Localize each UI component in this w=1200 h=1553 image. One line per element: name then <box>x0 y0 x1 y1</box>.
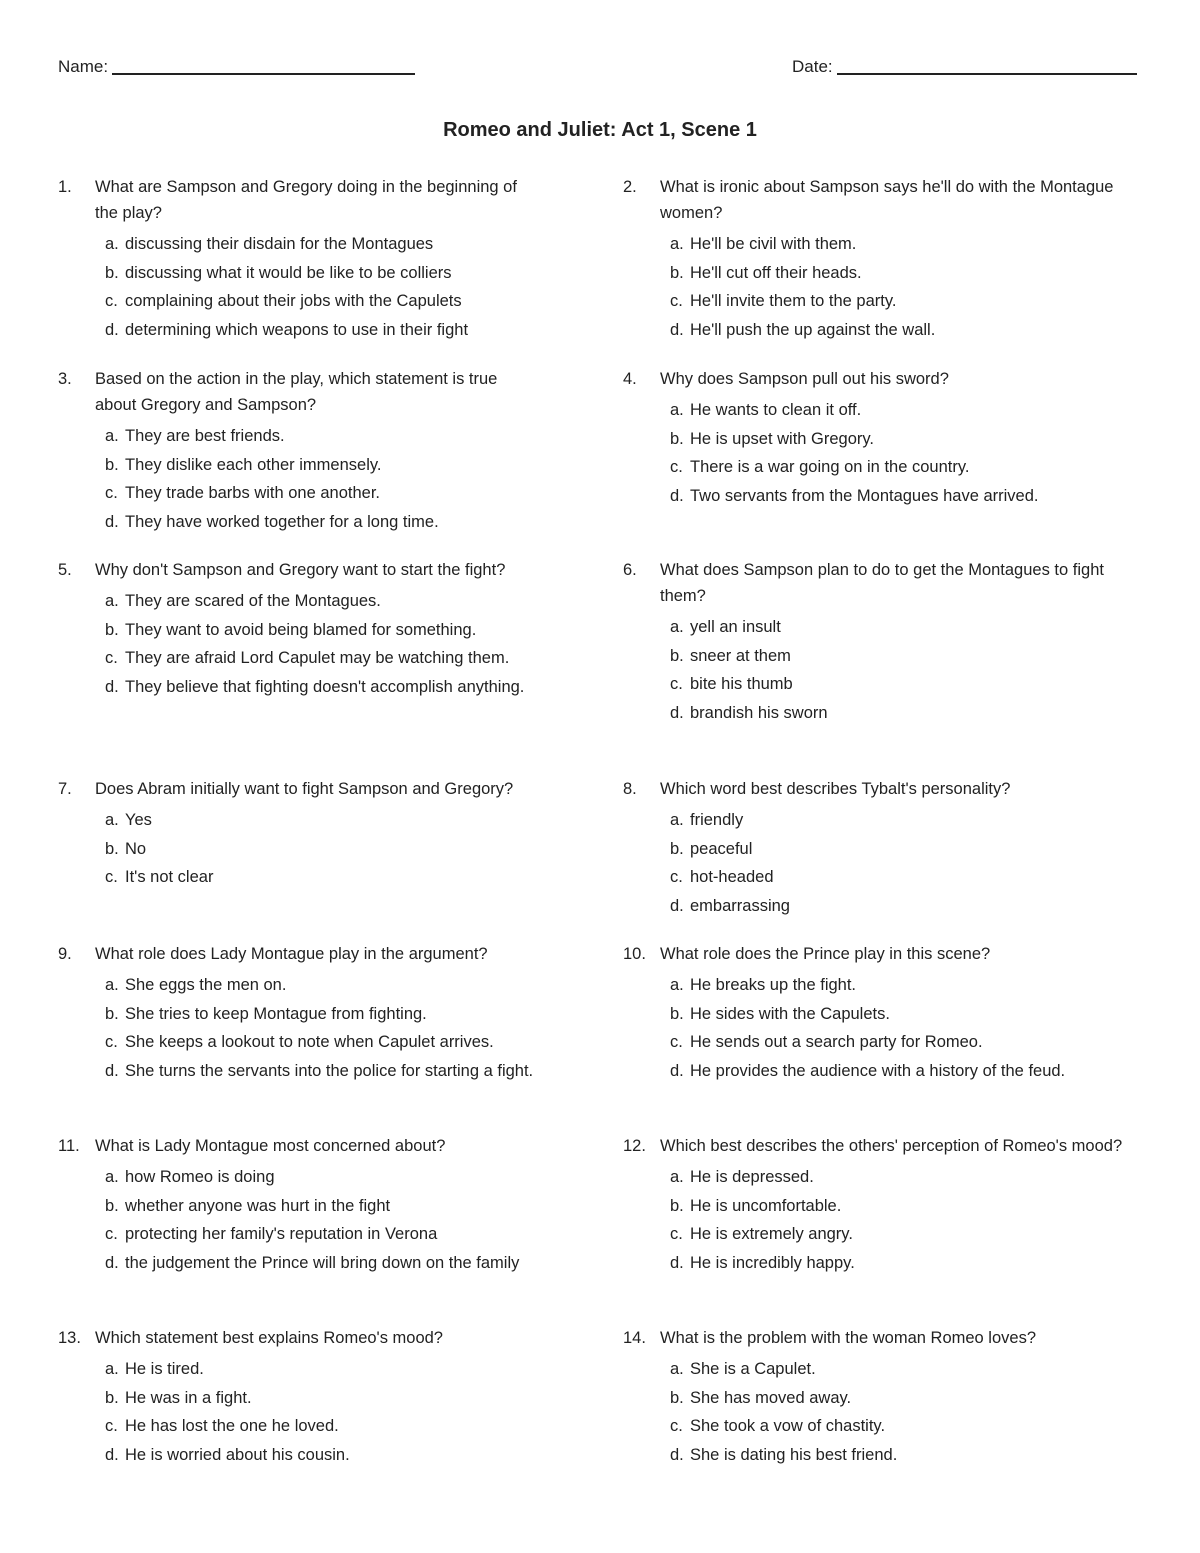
answer-option[interactable] <box>670 1001 1123 1028</box>
option-text: brandish his sworn <box>690 703 828 722</box>
answer-options <box>623 231 1123 343</box>
option-text: bite his thumb <box>690 675 793 693</box>
question-number: 12. <box>623 1137 646 1155</box>
answer-option[interactable] <box>670 260 1123 287</box>
option-letter: d. <box>670 1445 684 1464</box>
question-number: 10. <box>623 945 646 963</box>
option-letter: c. <box>670 868 683 886</box>
answer-option[interactable] <box>670 836 1123 863</box>
answer-options <box>58 588 538 700</box>
answer-option[interactable] <box>670 643 1123 670</box>
option-text: They are best friends. <box>125 427 285 445</box>
question-text: What is the problem with the woman Romeo loves? <box>660 1329 1037 1347</box>
question-prompt <box>58 1325 538 1351</box>
option-text: No <box>125 839 147 858</box>
answer-option[interactable] <box>670 397 1123 424</box>
question-number: 9. <box>58 945 72 963</box>
option-text: They believe that fighting doesn't accomplish anything. <box>125 677 525 696</box>
option-text: She eggs the men on. <box>125 976 287 994</box>
answer-option[interactable] <box>670 671 1123 698</box>
question-text: Which statement best explains Romeo's mood? <box>95 1329 443 1347</box>
option-text: She keeps a lookout to note when Capulet arrives. <box>125 1033 494 1051</box>
option-text: He is upset with Gregory. <box>690 429 875 448</box>
option-text: He is tired. <box>125 1360 204 1378</box>
answer-option[interactable] <box>105 1001 538 1028</box>
option-text: complaining about their jobs with the Capulets <box>125 292 462 310</box>
answer-option[interactable] <box>670 317 1123 344</box>
question-number: 2. <box>623 178 637 196</box>
option-letter: b. <box>105 1004 119 1023</box>
option-letter: a. <box>670 618 684 636</box>
answer-option[interactable] <box>105 1413 538 1440</box>
answer-options <box>623 807 1123 919</box>
option-text: They want to avoid being blamed for something. <box>125 620 477 639</box>
answer-options <box>623 614 1123 726</box>
answer-option[interactable] <box>670 1164 1123 1191</box>
option-text: She is a Capulet. <box>690 1360 816 1378</box>
option-text: She turns the servants into the police for starting a fight. <box>125 1061 534 1080</box>
answer-option[interactable] <box>670 1193 1123 1220</box>
answer-options <box>58 807 538 891</box>
option-text: yell an insult <box>690 618 781 636</box>
option-text: He is incredibly happy. <box>690 1253 855 1272</box>
option-text: how Romeo is doing <box>125 1168 275 1186</box>
option-letter: a. <box>670 235 684 253</box>
option-letter: d. <box>105 512 119 531</box>
option-letter: b. <box>105 620 119 639</box>
question-text: What does Sampson plan to do to get the Montagues to fight them? <box>660 561 1104 605</box>
option-text: She is dating his best friend. <box>690 1445 898 1464</box>
option-text: He sides with the Capulets. <box>690 1004 890 1023</box>
name-blank-line[interactable] <box>112 73 415 75</box>
option-letter: c. <box>670 1033 683 1051</box>
question-text: Which word best describes Tybalt's personality? <box>660 780 1011 798</box>
question-13 <box>58 1325 538 1470</box>
answer-option[interactable] <box>670 1058 1123 1085</box>
question-prompt <box>58 941 538 967</box>
question-6 <box>623 557 1123 728</box>
question-number: 6. <box>623 561 637 579</box>
question-number: 4. <box>623 370 637 388</box>
answer-option[interactable] <box>670 972 1123 999</box>
answer-option[interactable] <box>670 231 1123 258</box>
option-text: They dislike each other immensely. <box>125 455 382 474</box>
option-text: Two servants from the Montagues have arrived. <box>690 486 1039 505</box>
option-text: He'll push the up against the wall. <box>690 320 936 339</box>
option-letter: c. <box>670 1417 683 1435</box>
question-11 <box>58 1133 538 1278</box>
answer-options <box>58 1356 538 1468</box>
answer-option[interactable] <box>105 864 538 891</box>
answer-option[interactable] <box>670 893 1123 920</box>
answer-option[interactable] <box>670 1029 1123 1056</box>
option-letter: c. <box>105 1225 118 1243</box>
option-letter: c. <box>670 458 683 476</box>
answer-option[interactable] <box>105 1221 538 1248</box>
answer-option[interactable] <box>105 674 538 701</box>
date-label: Date: <box>792 57 833 76</box>
answer-option[interactable] <box>670 1413 1123 1440</box>
option-letter: a. <box>105 976 119 994</box>
option-text: determining which weapons to use in their fight <box>125 320 469 339</box>
option-text: Yes <box>125 811 152 829</box>
option-text: protecting her family's reputation in Verona <box>125 1225 438 1243</box>
name-field[interactable] <box>58 56 415 78</box>
option-letter: a. <box>670 811 684 829</box>
option-text: There is a war going on in the country. <box>690 458 970 476</box>
question-text: Based on the action in the play, which statement is true about Gregory and Sampson? <box>95 370 498 414</box>
answer-option[interactable] <box>105 1164 538 1191</box>
question-text: Does Abram initially want to fight Sampson and Gregory? <box>95 780 514 798</box>
answer-option[interactable] <box>670 864 1123 891</box>
answer-option[interactable] <box>670 483 1123 510</box>
option-text: He sends out a search party for Romeo. <box>690 1033 983 1051</box>
answer-option[interactable] <box>670 1250 1123 1277</box>
option-letter: a. <box>105 1360 119 1378</box>
option-text: friendly <box>690 811 744 829</box>
option-text: He breaks up the fight. <box>690 976 857 994</box>
answer-option[interactable] <box>105 288 538 315</box>
option-letter: b. <box>670 1004 684 1023</box>
answer-option[interactable] <box>105 509 538 536</box>
question-7 <box>58 776 538 893</box>
question-text: Which best describes the others' perception of Romeo's mood? <box>660 1137 1123 1155</box>
answer-option[interactable] <box>670 807 1123 834</box>
option-text: He provides the audience with a history of the feud. <box>690 1061 1066 1080</box>
answer-option[interactable] <box>670 614 1123 641</box>
question-5 <box>58 557 538 702</box>
question-number: 7. <box>58 780 72 798</box>
answer-options <box>58 423 538 535</box>
question-1 <box>58 174 538 345</box>
question-prompt <box>58 174 538 226</box>
option-letter: a. <box>105 427 119 445</box>
option-letter: c. <box>670 1225 683 1243</box>
answer-options <box>623 397 1123 509</box>
answer-option[interactable] <box>105 1029 538 1056</box>
answer-options <box>623 1356 1123 1468</box>
option-letter: a. <box>105 235 119 253</box>
option-text: She took a vow of chastity. <box>690 1417 886 1435</box>
option-letter: a. <box>105 592 119 610</box>
option-letter: d. <box>105 677 119 696</box>
question-text: Why don't Sampson and Gregory want to start the fight? <box>95 561 506 579</box>
option-letter: c. <box>670 675 683 693</box>
option-letter: d. <box>670 1061 684 1080</box>
question-text: What are Sampson and Gregory doing in the beginning of the play? <box>95 178 517 222</box>
date-field[interactable] <box>792 56 1137 78</box>
option-letter: d. <box>670 1253 684 1272</box>
question-prompt <box>623 366 1123 392</box>
question-number: 8. <box>623 780 637 798</box>
answer-option[interactable] <box>105 480 538 507</box>
question-2 <box>623 174 1123 345</box>
question-text: What role does Lady Montague play in the argument? <box>95 945 488 963</box>
option-letter: b. <box>105 1196 119 1215</box>
question-prompt <box>623 174 1123 226</box>
question-prompt <box>623 557 1123 609</box>
question-prompt <box>623 1325 1123 1351</box>
option-letter: c. <box>105 649 118 667</box>
option-letter: d. <box>670 320 684 339</box>
answer-option[interactable] <box>105 617 538 644</box>
answer-option[interactable] <box>105 588 538 615</box>
option-letter: d. <box>105 1253 119 1272</box>
answer-option[interactable] <box>105 1356 538 1383</box>
option-letter: d. <box>105 320 119 339</box>
option-letter: a. <box>670 1168 684 1186</box>
answer-option[interactable] <box>670 426 1123 453</box>
answer-option[interactable] <box>670 1442 1123 1469</box>
option-text: He is uncomfortable. <box>690 1196 842 1215</box>
question-8 <box>623 776 1123 921</box>
answer-options <box>58 231 538 343</box>
answer-option[interactable] <box>105 645 538 672</box>
answer-option[interactable] <box>105 1193 538 1220</box>
option-text: He'll invite them to the party. <box>690 292 897 310</box>
answer-option[interactable] <box>105 1385 538 1412</box>
option-letter: b. <box>105 839 119 858</box>
answer-option[interactable] <box>105 836 538 863</box>
option-text: He was in a fight. <box>125 1388 252 1407</box>
option-text: discussing their disdain for the Montagues <box>125 235 434 253</box>
question-prompt <box>623 1133 1123 1159</box>
option-letter: a. <box>670 976 684 994</box>
question-text: What role does the Prince play in this scene? <box>660 945 991 963</box>
option-letter: b. <box>670 839 684 858</box>
option-letter: a. <box>105 1168 119 1186</box>
option-text: She tries to keep Montague from fighting. <box>125 1004 427 1023</box>
date-blank-line[interactable] <box>837 73 1137 75</box>
answer-option[interactable] <box>105 260 538 287</box>
answer-option[interactable] <box>105 807 538 834</box>
answer-option[interactable] <box>670 1221 1123 1248</box>
answer-options <box>623 972 1123 1084</box>
question-prompt <box>623 776 1123 802</box>
answer-option[interactable] <box>670 700 1123 727</box>
question-text: What is ironic about Sampson says he'll do with the Montague women? <box>660 178 1114 222</box>
question-prompt <box>58 776 538 802</box>
option-text: He has lost the one he loved. <box>125 1417 339 1435</box>
answer-option[interactable] <box>105 1442 538 1469</box>
question-number: 3. <box>58 370 72 388</box>
answer-option[interactable] <box>670 1385 1123 1412</box>
option-letter: b. <box>670 1388 684 1407</box>
option-text: embarrassing <box>690 896 790 915</box>
option-text: He is extremely angry. <box>690 1225 853 1243</box>
header-row <box>58 56 1146 80</box>
answer-option[interactable] <box>105 1250 538 1277</box>
question-number: 14. <box>623 1329 646 1347</box>
answer-option[interactable] <box>670 1356 1123 1383</box>
option-letter: c. <box>105 292 118 310</box>
answer-option[interactable] <box>105 972 538 999</box>
question-prompt <box>58 557 538 583</box>
question-number: 13. <box>58 1329 81 1347</box>
question-text: Why does Sampson pull out his sword? <box>660 370 949 388</box>
option-letter: b. <box>670 1196 684 1215</box>
question-prompt <box>623 941 1123 967</box>
option-letter: d. <box>670 486 684 505</box>
option-text: He wants to clean it off. <box>690 401 862 419</box>
option-text: They are afraid Lord Capulet may be watching them. <box>125 649 510 667</box>
option-text: He'll be civil with them. <box>690 235 857 253</box>
answer-option[interactable] <box>105 1058 538 1085</box>
option-letter: c. <box>105 484 118 502</box>
answer-option[interactable] <box>105 231 538 258</box>
question-4 <box>623 366 1123 511</box>
option-letter: b. <box>670 429 684 448</box>
option-letter: d. <box>670 896 684 915</box>
answer-option[interactable] <box>670 454 1123 481</box>
option-text: They have worked together for a long time. <box>125 512 439 531</box>
option-text: He'll cut off their heads. <box>690 263 862 282</box>
option-text: He is depressed. <box>690 1168 814 1186</box>
question-number: 5. <box>58 561 72 579</box>
question-12 <box>623 1133 1123 1278</box>
question-9 <box>58 941 538 1086</box>
question-10 <box>623 941 1123 1086</box>
option-letter: a. <box>670 1360 684 1378</box>
option-letter: d. <box>105 1061 119 1080</box>
answer-option[interactable] <box>670 288 1123 315</box>
option-text: sneer at them <box>690 646 791 665</box>
question-number: 1. <box>58 178 72 196</box>
option-letter: c. <box>105 868 118 886</box>
option-text: They trade barbs with one another. <box>125 484 380 502</box>
option-letter: d. <box>670 703 684 722</box>
answer-option[interactable] <box>105 452 538 479</box>
option-letter: d. <box>105 1445 119 1464</box>
question-prompt <box>58 1133 538 1159</box>
answer-options <box>58 1164 538 1276</box>
option-text: They are scared of the Montagues. <box>125 592 381 610</box>
option-letter: b. <box>670 646 684 665</box>
option-letter: b. <box>105 263 119 282</box>
name-label: Name: <box>58 57 109 76</box>
question-text: What is Lady Montague most concerned about? <box>95 1137 446 1155</box>
option-letter: c. <box>105 1033 118 1051</box>
option-text: He is worried about his cousin. <box>125 1445 350 1464</box>
question-14 <box>623 1325 1123 1470</box>
option-text: the judgement the Prince will bring down on the family <box>125 1253 520 1272</box>
option-letter: a. <box>105 811 119 829</box>
option-text: It's not clear <box>125 868 214 886</box>
option-text: discussing what it would be like to be colliers <box>125 263 452 282</box>
page-title: Romeo and Juliet: Act 1, Scene 1 <box>443 119 757 141</box>
option-letter: c. <box>105 1417 118 1435</box>
answer-option[interactable] <box>105 423 538 450</box>
option-letter: a. <box>670 401 684 419</box>
question-3 <box>58 366 538 537</box>
option-text: hot-headed <box>690 868 774 886</box>
question-number: 11. <box>58 1137 80 1155</box>
option-letter: b. <box>105 1388 119 1407</box>
option-text: She has moved away. <box>690 1388 852 1407</box>
question-prompt <box>58 366 538 418</box>
option-letter: b. <box>105 455 119 474</box>
answer-options <box>58 972 538 1084</box>
option-letter: b. <box>670 263 684 282</box>
option-text: whether anyone was hurt in the fight <box>125 1196 391 1215</box>
option-letter: c. <box>670 292 683 310</box>
answer-options <box>623 1164 1123 1276</box>
answer-option[interactable] <box>105 317 538 344</box>
option-text: peaceful <box>690 839 753 858</box>
